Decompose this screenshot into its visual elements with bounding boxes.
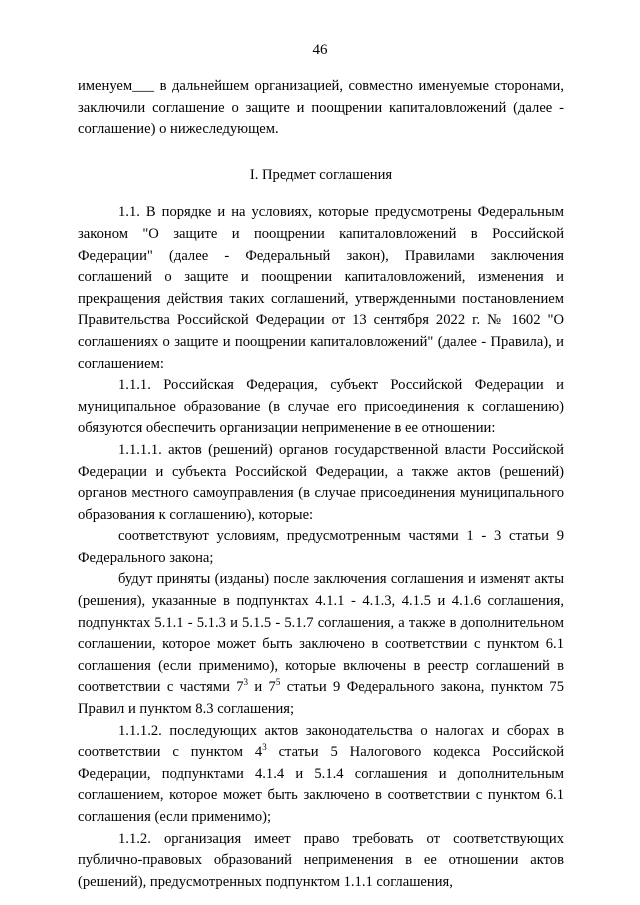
paragraph-1-1: 1.1. В порядке и на условиях, которые предусмотрены Федеральным законом "О защите и поощрении капиталовложений в Российской Федерации" (далее - Федеральный закон), Правилами заключения соглашений о защите и поощрении капиталовложений, изменения и прекращения действия таких соглашений, утвержденными постановлением Правительства Российской Федерации от 13 сентября 2022 г. № 1602 "О соглашениях о защите и поощрении капиталовложений" (далее - Правила), и соглашением: — [78, 204, 564, 372]
document-body — [78, 76, 564, 893]
paragraph-adopted — [78, 569, 564, 720]
paragraph-adopted-text-b: и 7 — [248, 679, 276, 696]
paragraph-conform: соответствуют условиям, предусмотренным частями 1 - 3 статьи 9 Федерального закона; — [78, 528, 564, 566]
section-title: I. Предмет соглашения — [249, 166, 393, 183]
paragraph-1-1-1-2-text-a: 1.1.1.2. последующих актов законодательства о налогах и сборах в соответствии с пунктом 4 — [78, 722, 564, 761]
paragraph-1-1-1-2 — [78, 721, 564, 829]
paragraph-1-1-1-2-text-b: статьи 5 Налогового кодекса Российской Федерации, подпунктами 4.1.4 и 5.1.4 соглашения и дополнительным соглашением, которое может быть заключено в соответствии с пунктом 6.1 соглашения (если применимо); — [78, 744, 565, 825]
paragraph-1-1-1-1: 1.1.1.1. актов (решений) органов государственной власти Российской Федерации и субъекта Российской Федерации, а также актов (решений) органов местного самоуправления (в случае присоединения муниципального образования к соглашению), которые: — [78, 441, 564, 523]
paragraph-adopted-text-c: статьи 9 Федерального закона, пунктом 75 Правил и пунктом 8.3 соглашения; — [78, 679, 565, 718]
superscript-3-tax: 3 — [262, 742, 267, 753]
intro-paragraph: именуем___ в дальнейшем организацией, совместно именуемые сторонами, заключили соглашение о защите и поощрении капиталовложений (далее - соглашение) о нижеследующем. — [78, 78, 564, 138]
superscript-5: 5 — [275, 677, 281, 688]
paragraph-1-1-1: 1.1.1. Российская Федерация, субъект Российской Федерации и муниципальное образование (в случае его присоединения к соглашению) обязуются обеспечить организации неприменение в ее отношении: — [78, 377, 564, 437]
page-number: 46 — [312, 42, 328, 58]
superscript-3: 3 — [243, 677, 249, 688]
paragraph-adopted-text-a: будут приняты (изданы) после заключения соглашения и изменят акты (решения), указанные в подпунктах 4.1.1 - 4.1.3, 4.1.5 и 4.1.6 соглашения, подпунктах 5.1.1 - 5.1.3 и 5.1.5 - 5.1.7 соглашения, а также в дополнительном соглашении, которое может быть заключено в соответствии с пунктом 6.1 соглашения (если применимо), которые включены в реестр соглашений в соответствии с частями 7 — [78, 571, 564, 696]
paragraph-1-1-2: 1.1.2. организация имеет право требовать от соответствующих публично-правовых образований неприменения в ее отношении актов (решений), предусмотренных подпунктом 1.1.1 соглашения, — [78, 830, 564, 890]
